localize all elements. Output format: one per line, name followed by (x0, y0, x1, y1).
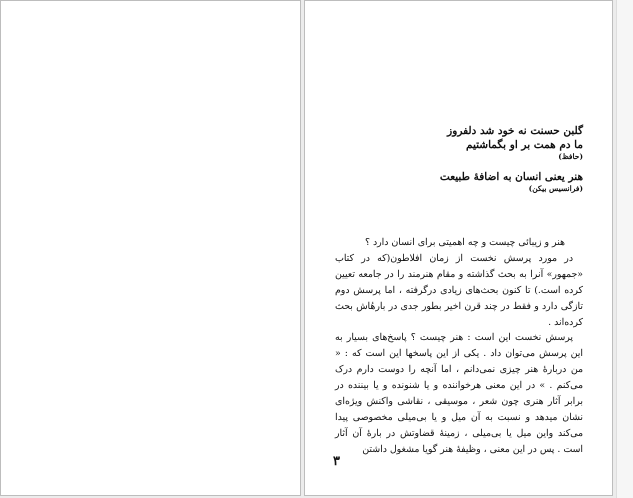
epigraph-poet: (حافظ) (558, 152, 583, 161)
paragraph-2: در مورد پرسش نخست از زمان افلاطون(که در کتاب «جمهور» آنرا به بحث گذاشته و مقام هنرمند را در جامعه تعیین کرده است.) تا کنون بحث‌های زیادی درگرفته ، اما پرسش دوم تازگی دارد و فقط در چند قرن اخیر بطور جدی در بارهٔاش بحث کرده‌اند . (335, 252, 583, 328)
blank-left-page (0, 0, 301, 496)
epigraph-line-1: گلبن حسنت نه خود شد دلفروز (447, 125, 583, 137)
quote-author: (فرانسیس بیکن) (528, 184, 583, 193)
page-header (335, 124, 583, 194)
quote-text: هنر یعنی انسان به اضافهٔ طبیعت (439, 171, 583, 183)
epigraph-line-2: ما دم همت بر او بگماشتیم (465, 139, 583, 151)
page-number: ۳ (333, 454, 340, 469)
viewer-edge (616, 0, 633, 498)
paragraph-3: پرسش نخست این است : هنر چیست ؟ پاسخ‌های بسیار به این پرسش می‌توان داد . یکی از این پاسخها این است که : « من دربارهٔ هنر چیزی نمی‌دانم ، اما آنچه را دوست دارم درک می‌کنم . » در این معنی هرخواننده و یا شنونده و یا بیننده در برابر آثار هنری چون شعر ، موسیقی ، نقاشی واکنش ویژه‌ای نشان میدهد و نسبت به آن میل و یا بی‌میلی مخصوصی پیدا می‌کند واین میل یا بی‌میلی ، زمینهٔ قضاوتش در بارهٔ آن آثار است . پس در این معنی ، وظیفهٔ هنر گویا مشغول داشتن (335, 332, 583, 455)
paragraph-1: هنر و زیبائی چیست و چه اهمیتی برای انسان دارد ؟ (364, 237, 565, 248)
body-text (335, 235, 583, 458)
